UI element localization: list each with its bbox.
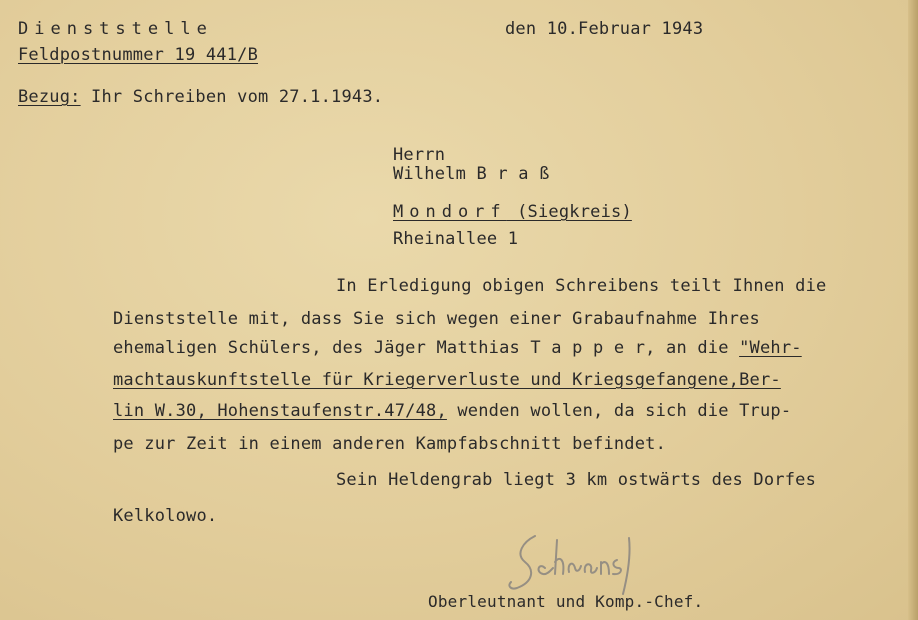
body-line-2: Dienststelle mit, dass Sie sich wegen einer Grabaufnahme Ihres bbox=[113, 309, 760, 329]
body-line-8: Kelkolowo. bbox=[113, 506, 218, 526]
recipient-salutation: Herrn bbox=[393, 145, 446, 165]
paper-edge bbox=[908, 0, 918, 620]
reference-text: Ihr Schreiben vom 27.1.1943. bbox=[80, 87, 384, 107]
handwritten-signature bbox=[505, 528, 665, 598]
signatory-title: Oberleutnant und Komp.-Chef. bbox=[428, 592, 704, 611]
body-line-5 bbox=[113, 400, 791, 422]
recipient-district: (Siegkreis) bbox=[506, 202, 632, 222]
body-line-3-quote: "Wehr- bbox=[739, 338, 802, 358]
recipient-town: Mondorf bbox=[393, 202, 507, 222]
body-line-1: In Erledigung obigen Schreibens teilt Ihnen die bbox=[336, 276, 827, 296]
letter-date: den 10.Februar 1943 bbox=[505, 19, 704, 39]
office-heading: Dienststelle bbox=[18, 19, 213, 39]
body-line-6: pe zur Zeit in einem anderen Kampfabschnitt befindet. bbox=[113, 434, 667, 454]
body-line-3 bbox=[113, 337, 802, 359]
recipient-name: Wilhelm B r a ß bbox=[393, 164, 550, 184]
body-line-3-text: ehemaligen Schülers, des Jäger Matthias T a p p e r, an die bbox=[113, 338, 740, 358]
recipient-street: Rheinallee 1 bbox=[393, 229, 519, 249]
body-line-7: Sein Heldengrab liegt 3 km ostwärts des Dorfes bbox=[336, 470, 817, 490]
body-line-5-address: lin W.30, Hohenstaufenstr.47/48, bbox=[113, 401, 447, 421]
reference-line bbox=[18, 86, 383, 108]
body-line-5-text: wenden wollen, da sich die Trup- bbox=[446, 401, 792, 421]
fieldpost-number: Feldpostnummer 19 441/B bbox=[18, 45, 259, 65]
reference-label: Bezug: bbox=[18, 87, 81, 107]
recipient-town-line bbox=[393, 201, 632, 223]
body-line-4: machtauskunftstelle für Kriegerverluste und Kriegsgefangene,Ber- bbox=[113, 370, 781, 390]
